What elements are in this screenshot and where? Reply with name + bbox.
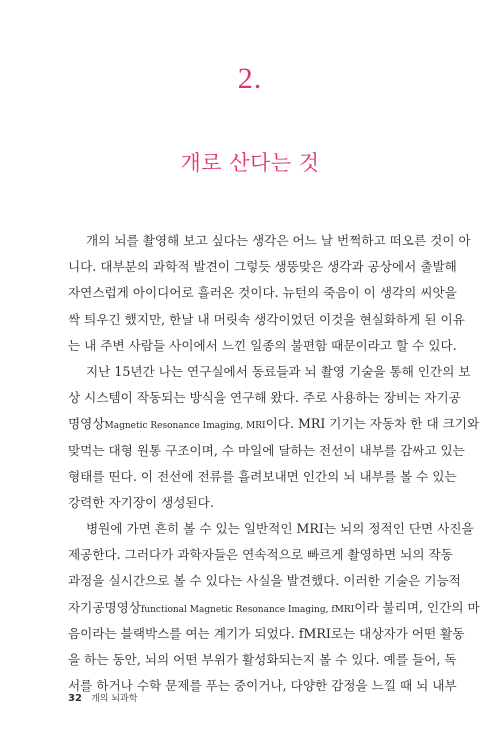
chapter-title: 개로 산다는 것: [180, 151, 320, 175]
text-line: [68, 595, 480, 621]
text-line: 과정을 실시간으로 볼 수 있다는 사실을 발견했다. 이러한 기술은 기능적: [68, 573, 461, 589]
running-book-title: 개의 뇌과학: [91, 694, 138, 704]
text-line: [68, 411, 480, 437]
paragraph-2: [68, 359, 480, 516]
text-line: 지난 15년간 나는 연구실에서 동료들과 뇌 촬영 기술을 통해 인간의 보: [86, 363, 471, 379]
text-line: 을 하는 동안, 뇌의 어떤 부위가 활성화되는지 볼 수 있다. 예를 들어, 독: [68, 652, 457, 667]
text-line: 형태를 띤다. 이 전선에 전류를 흘려보내면 인간의 뇌 내부를 볼 수 있는: [68, 468, 457, 484]
term-suffix: 이라 불리며, 인간의 마: [354, 599, 480, 615]
text-line: 개의 뇌를 촬영해 보고 싶다는 생각은 어느 날 번쩍하고 떠오른 것이 아: [86, 233, 471, 248]
text-line: 자연스럽게 아이디어로 흘러온 것이다. 뉴턴의 죽음이 이 생각의 씨앗을: [68, 285, 457, 301]
text-line: 강력한 자기장이 생성된다.: [68, 494, 214, 510]
text-line: 맞먹는 대형 원통 구조이며, 수 마일에 달하는 전선이 내부를 감싸고 있는: [68, 442, 465, 458]
english-term: Magnetic Resonance Imaging, MRI: [104, 421, 266, 432]
term-suffix: 이다. MRI 기기는 자동차 한 대 크기와: [265, 416, 480, 432]
text-line: 제공한다. 그러다가 과학자들은 연속적으로 빠르게 촬영하면 뇌의 작동: [68, 547, 453, 563]
term-prefix: 자기공명영상: [68, 599, 141, 615]
body-text: [68, 228, 480, 699]
text-line: 음이라는 블랙박스를 여는 계기가 되었다. fMRI로는 대상자가 어떤 활동: [68, 625, 465, 641]
term-prefix: 명영상: [68, 416, 105, 432]
page-number: 32: [68, 693, 82, 704]
text-line: 는 내 주변 사람들 사이에서 느낀 일종의 불편함 때문이라고 할 수 있다.: [68, 337, 457, 353]
english-term: functional Magnetic Resonance Imaging, fMRI: [141, 604, 355, 615]
text-line: 병원에 가면 흔히 볼 수 있는 일반적인 MRI는 뇌의 정적인 단면 사진을: [86, 521, 474, 537]
page-footer: [68, 691, 137, 704]
text-line: 서를 하거나 수학 문제를 푸는 중이거나, 다양한 감정을 느낄 때 뇌 내부: [68, 678, 457, 694]
chapter-number: 2.: [237, 62, 263, 95]
paragraph-1: [68, 228, 471, 359]
text-line: 싹 틔우긴 했지만, 한날 내 머릿속 생각이었던 이것을 현실화하게 된 이유: [68, 311, 465, 327]
paragraph-3: [68, 516, 480, 699]
text-line: 상 시스템이 작동되는 방식을 연구해 왔다. 주로 사용하는 장비는 자기공: [68, 390, 461, 406]
text-line: 니다. 대부분의 과학적 발견이 그렇듯 생뚱맞은 생각과 공상에서 출발해: [68, 259, 457, 275]
